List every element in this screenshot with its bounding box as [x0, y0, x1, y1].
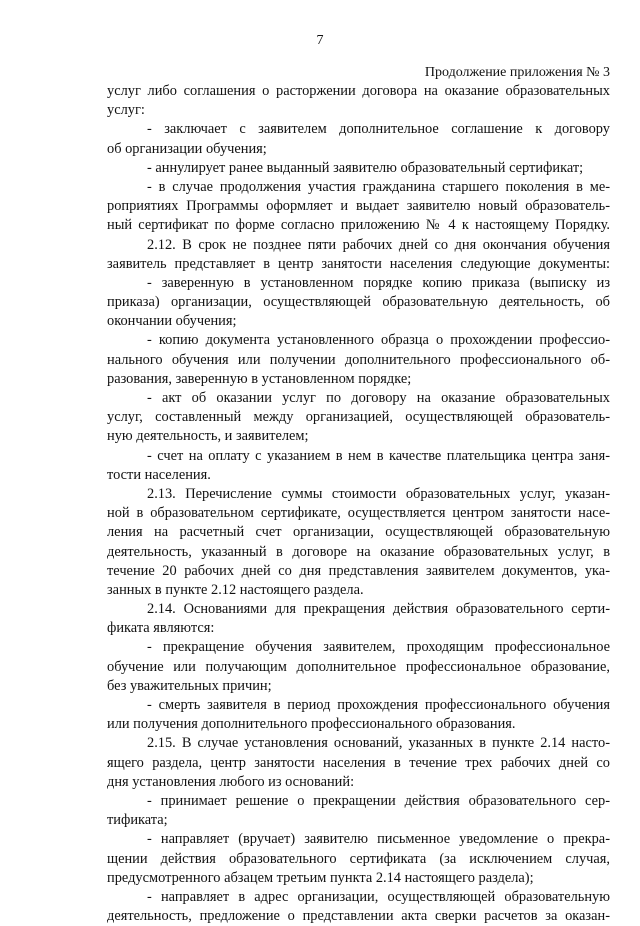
- text-line: ный сертификат по форме согласно приложению № 4 к настоящему Порядку.: [107, 217, 610, 234]
- text-line: тификата;: [107, 812, 168, 829]
- text-line: дня установления любого из оснований:: [107, 773, 355, 790]
- text-line: ления на расчетный счет организации, осуществляющей образовательную: [107, 524, 610, 541]
- text-line: - направляет в адрес организации, осуществляющей образовательную: [147, 888, 610, 905]
- text-line: окончании обучения;: [107, 313, 237, 330]
- text-line: - счет на оплату с указанием в нем в качестве плательщика центра заня-: [147, 447, 610, 464]
- text-line: течение 20 рабочих дней со дня представления заявителем документов, ука-: [107, 562, 610, 579]
- text-line: ящего раздела, центр занятости населения в течение трех рабочих дней со: [107, 754, 610, 771]
- text-line: без уважительных причин;: [107, 677, 272, 694]
- text-line: - принимает решение о прекращении действия образовательного сер-: [147, 792, 610, 809]
- text-line: разования, заверенную в установленном порядке;: [107, 370, 412, 387]
- text-line: ной в образовательном сертификате, осуществляется центром занятости насе-: [107, 505, 610, 522]
- text-line: 2.15. В случае установления оснований, указанных в пункте 2.14 насто-: [147, 735, 610, 752]
- text-line: деятельность, предложение о представлении акта сверки расчетов за оказан-: [107, 908, 610, 925]
- text-line: 2.13. Перечисление суммы стоимости образовательных услуг, указан-: [147, 485, 610, 502]
- page-number: 7: [316, 33, 324, 48]
- text-line: - заверенную в установленном порядке копию приказа (выписку из: [147, 274, 610, 291]
- document-body: [107, 82, 610, 926]
- text-line: - копию документа установленного образца о прохождении профессио-: [147, 332, 610, 349]
- running-header: Продолжение приложения № 3: [424, 65, 610, 80]
- text-line: роприятиях Программы оформляет и выдает заявителю новый образователь-: [107, 198, 610, 215]
- text-line: тости населения.: [107, 466, 211, 483]
- text-line: - направляет (вручает) заявителю письменное уведомление о прекра-: [147, 831, 610, 848]
- text-line: предусмотренного абзацем третьим пункта 2.14 настоящего раздела);: [107, 869, 534, 886]
- text-line: - акт об оказании услуг по договору на оказание образовательных: [147, 390, 610, 406]
- text-line: услуг:: [107, 102, 145, 119]
- text-line: заявитель представляет в центр занятости населения следующие документы:: [107, 255, 610, 272]
- text-line: услуг либо соглашения о расторжении договора на оказание образовательных: [107, 83, 610, 99]
- text-line: фиката являются:: [107, 620, 215, 637]
- text-line: щении действия образовательного сертификата (за исключением случая,: [107, 850, 610, 867]
- text-line: нального обучения или получении дополнительного профессионального об-: [107, 351, 610, 368]
- text-line: 2.12. В срок не позднее пяти рабочих дней со дня окончания обучения: [147, 236, 610, 253]
- text-line: приказа) организации, осуществляющей образовательную деятельность, об: [107, 294, 610, 311]
- text-line: обучение или получающим дополнительное профессиональное образование,: [107, 658, 610, 675]
- text-line: 2.14. Основаниями для прекращения действия образовательного серти-: [147, 601, 610, 618]
- text-line: об организации обучения;: [107, 140, 267, 157]
- text-line: деятельность, указанный в договоре на оказание образовательных услуг, в: [107, 543, 610, 560]
- text-line: - заключает с заявителем дополнительное соглашение к договору: [147, 121, 610, 138]
- text-line: занных в пункте 2.12 настоящего раздела.: [107, 581, 364, 598]
- text-line: - смерть заявителя в период прохождения профессионального обучения: [147, 697, 610, 713]
- text-line: - аннулирует ранее выданный заявителю образовательный сертификат;: [147, 159, 584, 176]
- text-line: - в случае продолжения участия гражданина старшего поколения в ме-: [147, 178, 610, 195]
- text-line: ную деятельность, и заявителем;: [107, 428, 309, 445]
- text-line: или получения дополнительного профессионального образования.: [107, 716, 516, 733]
- text-line: услуг, составленный между организацией, осуществляющей образователь-: [107, 409, 610, 426]
- text-line: - прекращение обучения заявителем, проходящим профессиональное: [147, 639, 610, 656]
